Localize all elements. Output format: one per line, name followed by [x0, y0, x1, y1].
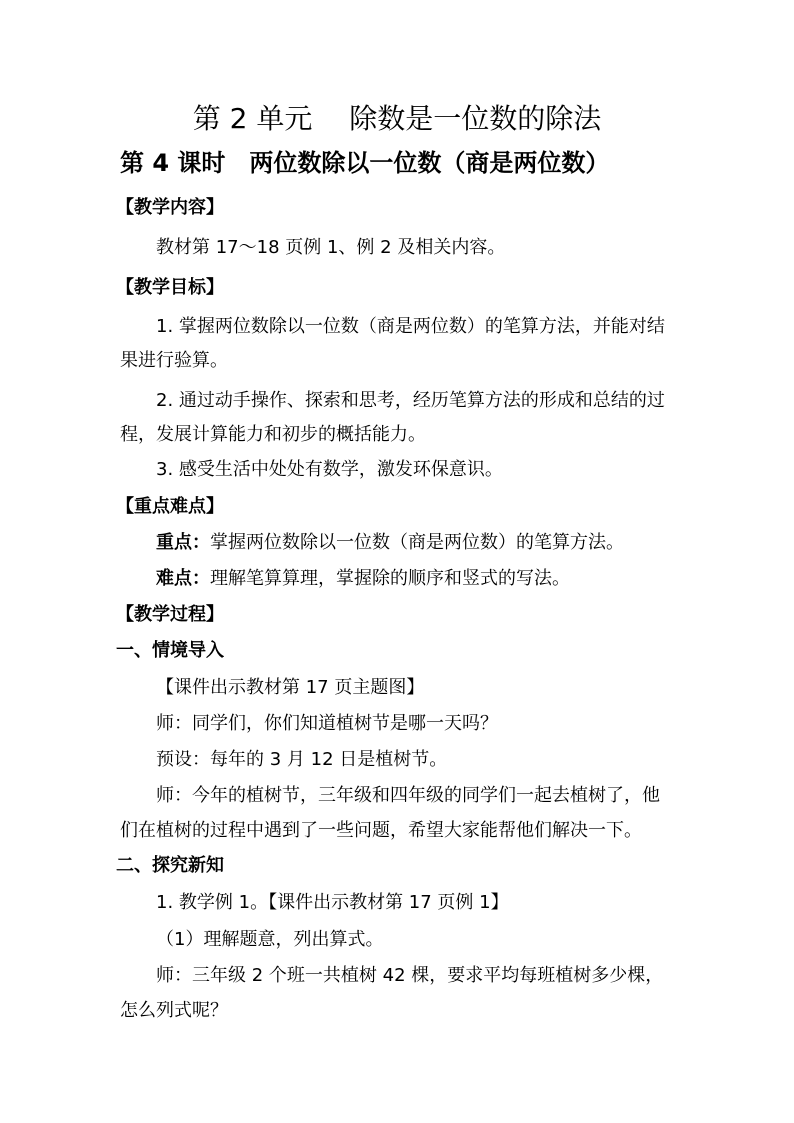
preset-line-1: 预设：每年的 3 月 12 日是植树节。 [156, 749, 448, 770]
goal-2-line-2: 程，发展计算能力和初步的概括能力。 [120, 424, 426, 445]
courseware-1: 【课件出示教材第 17 页主题图】 [156, 677, 425, 698]
unit-title: 第 2 单元 除数是一位数的除法 [192, 102, 602, 135]
part-2-heading: 二、探究新知 [116, 855, 224, 876]
teacher-line-1: 师：同学们，你们知道植树节是哪一天吗？ [156, 713, 498, 734]
key-heading: 【重点难点】 [116, 496, 224, 517]
goal-3: 3. 感受生活中处处有数学，激发环保意识。 [156, 459, 503, 480]
teacher-line-2a: 师：今年的植树节，三年级和四年级的同学们一起去植树了，他 [156, 785, 660, 806]
content-heading: 【教学内容】 [116, 197, 224, 218]
content-text: 教材第 17～18 页例 1、例 2 及相关内容。 [156, 237, 506, 258]
goal-2-line-1: 2. 通过动手操作、探索和思考，经历笔算方法的形成和总结的过 [156, 390, 665, 411]
difficult-text: 理解笔算算理，掌握除的顺序和竖式的写法。 [210, 568, 570, 589]
goal-1-line-2: 果进行验算。 [120, 350, 228, 371]
process-heading: 【教学过程】 [116, 604, 224, 625]
teacher-line-3b: 怎么列式呢？ [120, 1000, 228, 1021]
teacher-line-3a: 师：三年级 2 个班一共植树 42 棵，要求平均每班植树多少棵， [156, 965, 664, 986]
key-text: 掌握两位数除以一位数（商是两位数）的笔算方法。 [210, 532, 624, 553]
example-1: 1. 教学例 1。【课件出示教材第 17 页例 1】 [156, 892, 509, 913]
teacher-line-2b: 们在植树的过程中遇到了一些问题，希望大家能帮他们解决一下。 [120, 820, 642, 841]
difficult-point [156, 567, 570, 591]
difficult-label: 难点： [156, 568, 210, 589]
step-1: （1）理解题意，列出算式。 [156, 929, 384, 950]
goal-1-line-1: 1. 掌握两位数除以一位数（商是两位数）的笔算方法，并能对结 [156, 316, 665, 337]
key-point [156, 531, 624, 555]
key-label: 重点： [156, 532, 210, 553]
part-1-heading: 一、情境导入 [116, 640, 224, 661]
lesson-title: 第 4 课时 两位数除以一位数（商是两位数） [120, 149, 610, 177]
goals-heading: 【教学目标】 [116, 277, 224, 298]
